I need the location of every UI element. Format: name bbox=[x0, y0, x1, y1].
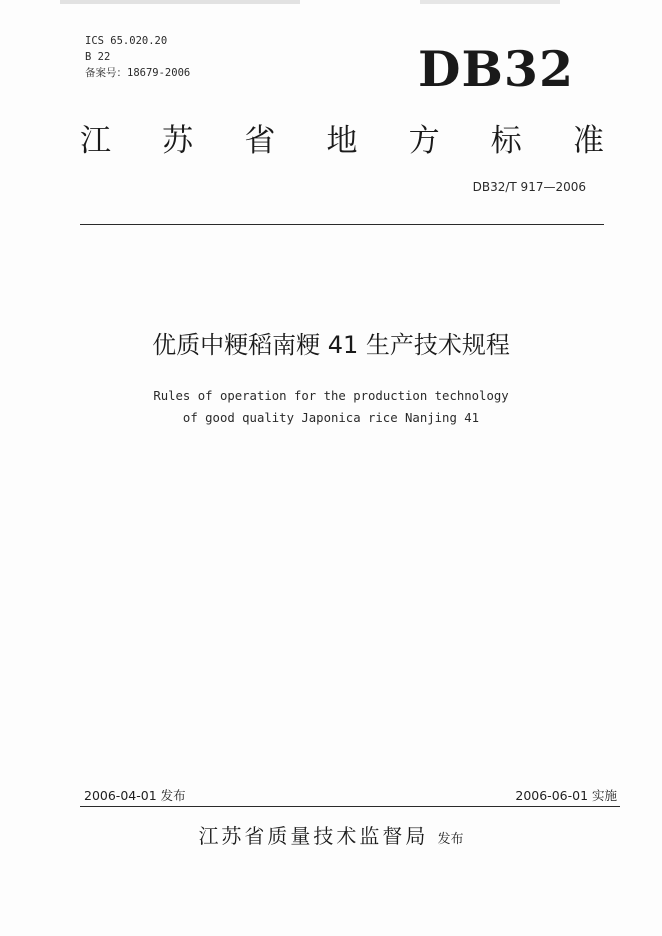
scan-edge-mark bbox=[0, 0, 662, 4]
footer-divider bbox=[80, 806, 620, 807]
standard-type-char: 方 bbox=[408, 123, 440, 159]
standard-type-heading bbox=[80, 121, 604, 161]
ics-code: ICS 65.020.20 bbox=[85, 35, 168, 47]
issuer-line bbox=[0, 820, 662, 849]
standard-type-char: 苏 bbox=[162, 123, 194, 159]
english-title-line: of good quality Japonica rice Nanjing 41 bbox=[182, 411, 480, 425]
standard-type-char: 省 bbox=[244, 123, 276, 159]
standard-number: DB32/T 917—2006 bbox=[472, 180, 586, 194]
db32-logo: DB32 bbox=[418, 40, 575, 98]
classification-block bbox=[85, 33, 190, 81]
chinese-title: 优质中粳稻南粳 41 生产技术规程 bbox=[152, 331, 510, 359]
standard-type-char: 准 bbox=[572, 123, 604, 159]
header-divider bbox=[80, 224, 604, 225]
standard-type-char: 地 bbox=[326, 123, 358, 159]
standard-type-char: 江 bbox=[80, 123, 111, 159]
implementation-date: 2006-06-01 实施 bbox=[515, 788, 617, 803]
issuer-suffix: 发布 bbox=[437, 832, 464, 847]
record-number: 备案号：18679-2006 bbox=[85, 67, 191, 79]
english-title-line: Rules of operation for the production technology bbox=[153, 389, 509, 403]
issuer-name: 江苏省质量技术监督局 bbox=[198, 824, 429, 848]
english-title bbox=[0, 385, 662, 429]
standard-type-char: 标 bbox=[490, 123, 522, 159]
ccs-code: B 22 bbox=[85, 51, 111, 63]
issue-date: 2006-04-01 发布 bbox=[84, 788, 186, 803]
